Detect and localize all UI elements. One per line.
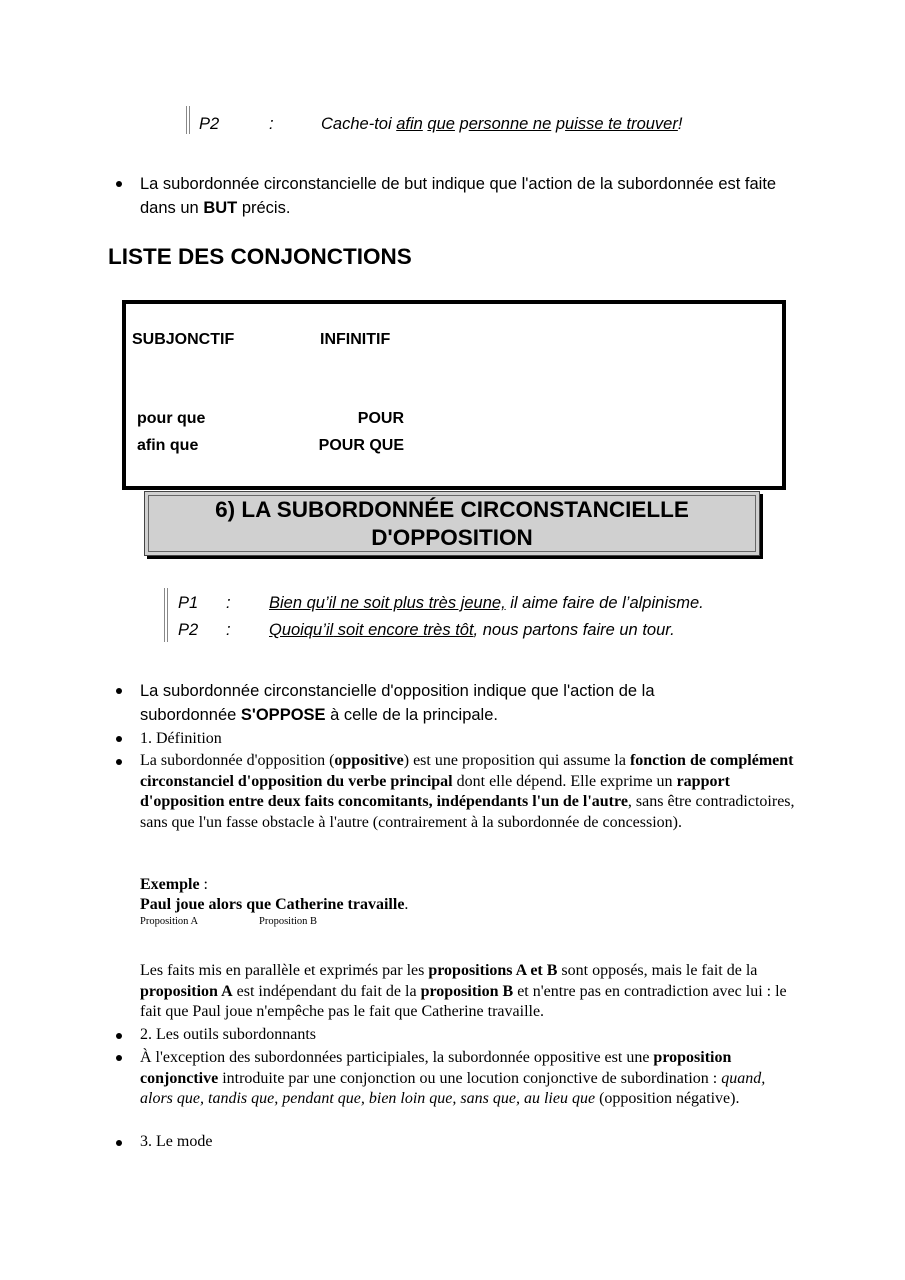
sentence-underlined: qu’il ne soit plus très jeune, [302,594,506,612]
para-text: La subordonnée circonstancielle d'opposition indique que l'action de la subordonnée [140,682,655,724]
example-label: P2 [199,115,220,133]
para-bold: oppositive [334,752,404,769]
sentence-underlined: uisse te trouver [565,115,678,133]
section-title-box [144,491,760,556]
example-label: P2 [178,621,199,639]
para-text: , sans être contradictoires, sans que l'un fasse obstacle à l'autre (contrairement à la subordonnée de concession). [140,793,795,831]
bullet-dot [116,1140,122,1146]
section-title [145,496,759,552]
sentence-part: , nous partons faire un tour. [473,621,675,639]
para-bold: rapport d'opposition entre deux faits concomitants, indépendants l'un de l'autre [140,772,730,810]
para-text: ) est une proposition qui assume la [403,752,630,769]
sentence-underlined: afin [396,115,423,133]
conjonctions-table [122,300,786,490]
conj-item: POUR QUE [318,437,404,454]
example-label: P1 [178,594,199,612]
para-text: introduite par une conjonction ou une locution conjonctive de subordination : [218,1069,722,1087]
conj-item: afin que [137,437,199,454]
bullet-dot [116,181,122,187]
exemple-label-line [140,875,800,896]
conj-item: POUR [357,410,404,427]
sentence-underlined: Quoiqu’il [269,621,334,639]
definition-paragraph [140,751,800,833]
bullet-dot [116,736,122,742]
sentence-underlined: ersonne ne [468,115,552,133]
sentence-part: p [454,115,469,133]
sentence-underlined: que [427,115,455,133]
sentence-part: Cache-toi [321,115,397,133]
para-text: : [199,876,208,893]
proposition-a-label: Proposition A [140,916,199,927]
example-sentence [269,594,704,613]
section-title-line: D'OPPOSITION [371,525,533,550]
para-text: à celle de la principale. [325,706,498,724]
conjonctions-heading: LISTE DES CONJONCTIONS [108,244,412,269]
bullet-dot [116,1033,122,1039]
bullet-dot [116,688,122,694]
sentence-part: p [551,115,566,133]
tools-paragraph [140,1048,770,1110]
sentence-underlined: Bien [269,594,303,612]
sentence-part: il aime faire de l’alpinisme. [505,594,704,612]
para-bold: BUT [203,199,238,217]
para-bold: proposition conjonctive [140,1049,732,1087]
conj-item: pour que [137,410,206,427]
para-text: À l'exception des subordonnées participiales, la subordonnée oppositive est une [140,1049,654,1066]
sentence-underlined: soit encore très tôt [333,621,474,639]
example-sentence [321,115,682,134]
faits-paragraph [140,961,790,1023]
sentence-part: ! [677,115,683,133]
definition-heading: 1. Définition [140,730,222,747]
para-text: est indépendant du fait de la [232,982,421,1000]
section-title-line: 6) LA SUBORDONNÉE CIRCONSTANCIELLE [215,497,689,522]
exemple-sentence-line [140,895,800,916]
example-line-p2 [178,621,675,640]
exemple-label: Exemple [140,876,200,893]
para-bold: proposition B [420,982,514,1000]
para-text: précis. [237,199,291,217]
exemple-sentence: Paul joue alors que Catherine travaille [140,896,405,913]
para-italic: quand, alors que, tandis que, pendant que, bien loin que, sans que, au lieu que [140,1069,766,1107]
bullet-dot [116,759,122,765]
opposition-paragraph [140,679,740,727]
mode-heading: 3. Le mode [140,1133,213,1150]
para-bold: proposition A [140,982,233,1000]
bullet-dot [116,1055,122,1061]
col-header-infinitif: INFINITIF [320,331,391,348]
example-line-p2 [199,115,683,134]
example-line-p1 [178,594,704,613]
para-text: La subordonnée circonstancielle de but indique que l'action de la subordonnée est faite dans un [140,175,777,217]
para-text: . [404,896,409,913]
tools-heading: 2. Les outils subordonnants [140,1026,316,1043]
but-paragraph [140,172,790,220]
para-bold: propositions A et B [428,962,558,979]
para-text: sont opposés, mais le fait de la [557,962,758,979]
col-header-subjonctif: SUBJONCTIF [132,331,235,348]
para-bold: fonction de complément circonstanciel d'opposition du verbe principal [140,752,794,790]
para-text: (opposition négative). [595,1090,740,1107]
para-text: La subordonnée d'opposition ( [140,752,335,769]
para-bold: S'OPPOSE [240,706,326,724]
para-text: dont elle dépend. Elle exprime un [452,772,677,790]
example-sentence [269,621,675,640]
example-colon: : [226,594,231,612]
para-text: Les faits mis en parallèle et exprimés par les [140,962,429,979]
example-rule [186,106,190,134]
example-colon: : [269,115,274,133]
example-colon: : [226,621,231,639]
para-text: et n'entre pas en contradiction avec lui : le fait que Paul joue n'empêche pas le fait que Catherine travaille. [140,982,787,1020]
example-rule [164,588,168,642]
proposition-b-label: Proposition B [259,916,318,927]
